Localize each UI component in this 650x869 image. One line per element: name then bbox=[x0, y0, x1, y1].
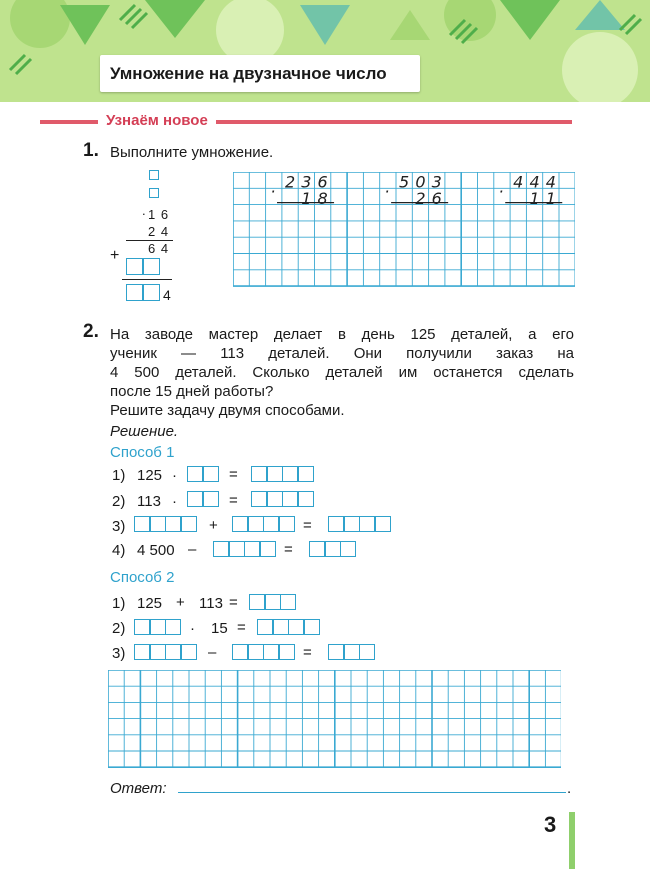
answer-label: Ответ: bbox=[110, 780, 167, 797]
answer-digit-box[interactable] bbox=[165, 644, 181, 660]
answer-digit-box[interactable] bbox=[280, 594, 296, 610]
answer-digit-box[interactable] bbox=[279, 516, 295, 532]
page-edge-bar bbox=[569, 812, 575, 869]
answer-digit-box[interactable] bbox=[232, 516, 248, 532]
answer-digit-box[interactable] bbox=[282, 466, 298, 482]
answer-digit-box[interactable] bbox=[134, 619, 150, 635]
step-value: 125 bbox=[137, 467, 163, 484]
answer-digit-box[interactable] bbox=[263, 516, 279, 532]
multiply-sign: · bbox=[190, 620, 195, 637]
digit: 4 bbox=[513, 172, 524, 192]
digit-box[interactable] bbox=[126, 258, 143, 275]
digit: 8 bbox=[317, 188, 328, 208]
step-value: 15 bbox=[211, 620, 228, 637]
answer-digit-box[interactable] bbox=[181, 644, 197, 660]
answer-digit-box[interactable] bbox=[267, 491, 283, 507]
step-number: 1) bbox=[112, 595, 126, 612]
digit: 3 bbox=[301, 172, 312, 192]
step-number: 2) bbox=[112, 620, 126, 637]
digit-box[interactable] bbox=[143, 284, 160, 301]
answer-digit-box[interactable] bbox=[309, 541, 325, 557]
answer-digit-box[interactable] bbox=[203, 466, 219, 482]
answer-digit-box[interactable] bbox=[359, 644, 375, 660]
task-2-line-3: 4 500 деталей. Сколько деталей им останется сделать bbox=[110, 364, 574, 381]
answer-digit-box[interactable] bbox=[257, 619, 273, 635]
answer-digit-box[interactable] bbox=[232, 644, 248, 660]
multiply-dot: . bbox=[385, 177, 391, 197]
answer-digit-box[interactable] bbox=[165, 619, 181, 635]
equals-sign: = bbox=[303, 517, 312, 534]
practice-grid-2[interactable] bbox=[108, 670, 561, 768]
answer-digit-box[interactable] bbox=[181, 516, 197, 532]
page-number: 3 bbox=[544, 812, 557, 837]
answer-digit-box[interactable] bbox=[213, 541, 229, 557]
digit: 6 bbox=[317, 172, 328, 192]
step-value: 4 500 bbox=[137, 542, 175, 559]
task-2-number: 2. bbox=[83, 321, 99, 342]
plus-sign: + bbox=[110, 247, 120, 264]
answer-digit-box[interactable] bbox=[249, 594, 265, 610]
answer-digit-box[interactable] bbox=[328, 644, 344, 660]
answer-digit-box[interactable] bbox=[203, 491, 219, 507]
step-value: 113 bbox=[199, 595, 223, 612]
answer-digit-box[interactable] bbox=[251, 491, 267, 507]
step-number: 1) bbox=[112, 467, 126, 484]
answer-digit-box[interactable] bbox=[150, 619, 166, 635]
equals-sign: = bbox=[303, 644, 312, 661]
equals-sign: = bbox=[229, 594, 238, 611]
answer-digit-box[interactable] bbox=[375, 516, 391, 532]
example-partial: 6 4 bbox=[148, 241, 170, 256]
method-1-title: Способ 1 bbox=[110, 444, 175, 461]
digit: 4 bbox=[545, 172, 556, 192]
equals-sign: = bbox=[284, 541, 293, 558]
answer-digit-box[interactable] bbox=[187, 466, 203, 482]
digit-box[interactable] bbox=[126, 284, 143, 301]
task-2-line-1: На заводе мастер делает в день 125 деталей, а его bbox=[110, 326, 574, 343]
digit-box[interactable] bbox=[143, 258, 160, 275]
answer-period: . bbox=[567, 780, 572, 797]
line bbox=[122, 279, 172, 280]
answer-digit-box[interactable] bbox=[279, 644, 295, 660]
equals-sign: = bbox=[237, 619, 246, 636]
task-1-number: 1. bbox=[83, 140, 99, 161]
multiply-dot: . bbox=[271, 177, 277, 197]
digit: 2 bbox=[415, 188, 426, 208]
step-value: 113 bbox=[137, 493, 161, 510]
answer-digit-box[interactable] bbox=[340, 541, 356, 557]
section-label: Узнаём новое bbox=[98, 112, 216, 129]
step-value: 125 bbox=[137, 595, 163, 612]
page-title: Умножение на двузначное число bbox=[100, 55, 420, 92]
answer-digit-box[interactable] bbox=[263, 644, 279, 660]
example-multiplier: 2 4 bbox=[148, 224, 170, 239]
answer-digit-box[interactable] bbox=[150, 516, 166, 532]
answer-digit-box[interactable] bbox=[298, 491, 314, 507]
step-number: 4) bbox=[112, 542, 126, 559]
digit: 6 bbox=[431, 188, 442, 208]
multiply-sign: · bbox=[172, 467, 177, 484]
task-2-line-4: после 15 дней работы? bbox=[110, 383, 274, 400]
answer-digit-box[interactable] bbox=[165, 516, 181, 532]
digit: 1 bbox=[545, 188, 556, 208]
answer-digit-box[interactable] bbox=[134, 644, 150, 660]
answer-digit-box[interactable] bbox=[273, 619, 289, 635]
answer-digit-box[interactable] bbox=[260, 541, 276, 557]
solution-label: Решение. bbox=[110, 423, 179, 440]
step-number: 3) bbox=[112, 518, 126, 535]
answer-digit-box[interactable] bbox=[248, 644, 264, 660]
answer-digit-box[interactable] bbox=[150, 644, 166, 660]
step-number: 3) bbox=[112, 645, 126, 662]
answer-digit-box[interactable] bbox=[267, 466, 283, 482]
task-2-line-2: ученик — 113 деталей. Они получили заказ на bbox=[110, 345, 574, 362]
answer-digit-box[interactable] bbox=[298, 466, 314, 482]
equals-sign: = bbox=[229, 466, 238, 483]
answer-digit-box[interactable] bbox=[328, 516, 344, 532]
answer-digit-box[interactable] bbox=[229, 541, 245, 557]
multiply-sign: · bbox=[172, 493, 177, 510]
digit: 1 bbox=[529, 188, 540, 208]
digit-box[interactable] bbox=[149, 170, 159, 180]
answer-digit-box[interactable] bbox=[248, 516, 264, 532]
practice-grid-1[interactable] bbox=[233, 172, 575, 288]
task-2-line-5: Решите задачу двумя способами. bbox=[110, 402, 345, 419]
minus-sign: – bbox=[188, 541, 197, 558]
digit: 0 bbox=[415, 172, 426, 192]
plus-sign: + bbox=[176, 594, 185, 611]
task-1-text: Выполните умножение. bbox=[110, 144, 274, 161]
answer-digit-box[interactable] bbox=[344, 516, 360, 532]
result-last-digit: 4 bbox=[163, 287, 171, 303]
answer-digit-box[interactable] bbox=[288, 619, 304, 635]
plus-sign: + bbox=[209, 517, 218, 534]
answer-digit-box[interactable] bbox=[344, 644, 360, 660]
digit-box[interactable] bbox=[149, 188, 159, 198]
minus-sign: – bbox=[208, 644, 217, 661]
answer-digit-box[interactable] bbox=[187, 491, 203, 507]
equals-sign: = bbox=[229, 492, 238, 509]
answer-line[interactable] bbox=[178, 792, 566, 793]
method-2-title: Способ 2 bbox=[110, 569, 175, 586]
answer-digit-box[interactable] bbox=[282, 491, 298, 507]
digit: 5 bbox=[399, 172, 410, 192]
answer-digit-box[interactable] bbox=[134, 516, 150, 532]
step-number: 2) bbox=[112, 493, 126, 510]
digit: 2 bbox=[284, 172, 296, 192]
answer-digit-box[interactable] bbox=[251, 466, 267, 482]
multiply-dot: . bbox=[499, 177, 505, 197]
answer-digit-box[interactable] bbox=[359, 516, 375, 532]
digit: 3 bbox=[431, 172, 442, 192]
example-multiplicand: 1 6 bbox=[148, 207, 170, 222]
answer-digit-box[interactable] bbox=[325, 541, 341, 557]
answer-digit-box[interactable] bbox=[265, 594, 281, 610]
dot-sign: . bbox=[142, 203, 146, 218]
answer-digit-box[interactable] bbox=[304, 619, 320, 635]
digit: 4 bbox=[529, 172, 540, 192]
answer-digit-box[interactable] bbox=[244, 541, 260, 557]
digit: 1 bbox=[301, 188, 312, 208]
